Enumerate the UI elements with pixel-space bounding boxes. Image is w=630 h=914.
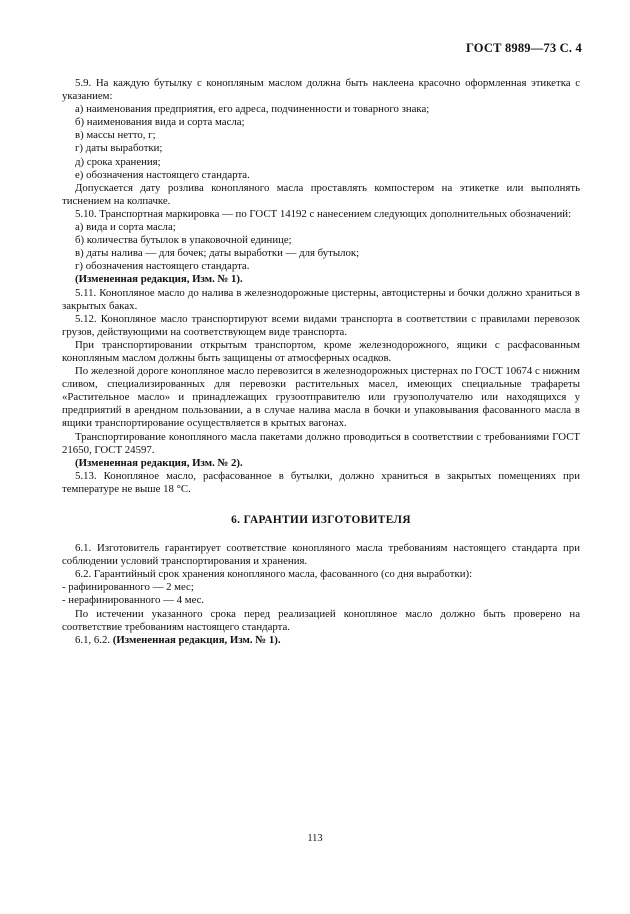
list-item: д) срока хранения; [75, 155, 161, 168]
section-heading: 6. ГАРАНТИИ ИЗГОТОВИТЕЛЯ [231, 514, 411, 526]
list-item: а) вида и сорта масла; [75, 221, 176, 234]
document-body [62, 77, 580, 647]
clause-5-13: 5.13. Конопляное масло, расфасованное в бутылки, должно храниться в закрытых помещениях при температуре не выше 18 °С. [62, 469, 580, 495]
list-item: б) наименования вида и сорта масла; [75, 116, 245, 129]
edit-note: (Измененная редакция, Изм. № 1). [75, 273, 243, 286]
edit-note-text: (Измененная редакция, Изм. № 1). [112, 633, 281, 646]
clause-5-10: 5.10. Транспортная маркировка — по ГОСТ 14192 с нанесением следующих дополнительных обозначений: [75, 207, 572, 220]
clause-6-2-note: По истечении указанного срока перед реализацией конопляное масло должно быть проверено на соответствие требованиям настоящего стандарта. [62, 607, 580, 633]
list-item: г) обозначения настоящего стандарта. [75, 260, 250, 273]
list-item: б) количества бутылок в упаковочной единице; [75, 234, 292, 247]
page-number: 113 [307, 833, 323, 844]
clause-5-12: 5.12. Конопляное масло транспортируют всеми видами транспорта в соответствии с правилами перевозок грузов, действующими на соответствующем виде транспорта. [62, 312, 580, 338]
edit-note: (Измененная редакция, Изм. № 2). [75, 456, 243, 469]
clause-6-2: 6.2. Гарантийный срок хранения конопляного масла, фасованного (со дня выработки): [75, 568, 473, 581]
list-item: - нерафинированного — 4 мес. [62, 594, 205, 607]
list-item: - рафинированного — 2 мес; [62, 581, 194, 594]
edit-note-clauses: 6.1, 6.2. [75, 633, 111, 646]
clause-5-12-paragraph: По железной дороге конопляное масло перевозится в железнодорожных цистернах по ГОСТ 10674 с нижним сливом, специализированных для перевозки растительных масел, имеющих специальные трафареты «Растительное масло» и принадлежащих грузоотправителю или грузополучателю или находящихся у предприятий в арендном пользовании, а в случае налива масла в бочки и упаковывания фасованного масла в ящики транспортирование осуществляется в крытых вагонах. [62, 365, 580, 430]
clause-5-12-paragraph: При транспортировании открытым транспортом, кроме железнодорожного, ящики с расфасованным конопляным маслом должны быть защищены от атмосферных осадков. [62, 338, 580, 364]
list-item: е) обозначения настоящего стандарта. [75, 168, 250, 181]
clause-5-12-paragraph: Транспортирование конопляного масла пакетами должно проводиться в соответствии с требованиями ГОСТ 21650, ГОСТ 24597. [62, 430, 580, 456]
list-item: г) даты выработки; [75, 142, 163, 155]
clause-5-9: 5.9. На каждую бутылку с конопляным маслом должна быть наклеена красочно оформленная этикетка с указанием: [62, 77, 580, 103]
edit-note [62, 634, 580, 647]
list-item: в) даты налива — для бочек; даты выработки — для бутылок; [75, 247, 360, 260]
clause-6-1: 6.1. Изготовитель гарантирует соответствие конопляного масла требованиям настоящего стандарта при соблюдении условий транспортирования и хранения. [62, 542, 580, 568]
list-item: в) массы нетто, г; [75, 129, 156, 142]
list-item: а) наименования предприятия, его адреса, подчиненности и товарного знака; [75, 103, 430, 116]
clause-5-9-note: Допускается дату розлива конопляного масла проставлять компостером на этикетке или выполнять тиснением на колпачке. [62, 181, 580, 207]
clause-5-11: 5.11. Конопляное масло до налива в железнодорожные цистерны, автоцистерны и бочки должно храниться в закрытых баках. [62, 286, 580, 312]
page-header: ГОСТ 8989—73 С. 4 [465, 41, 582, 55]
